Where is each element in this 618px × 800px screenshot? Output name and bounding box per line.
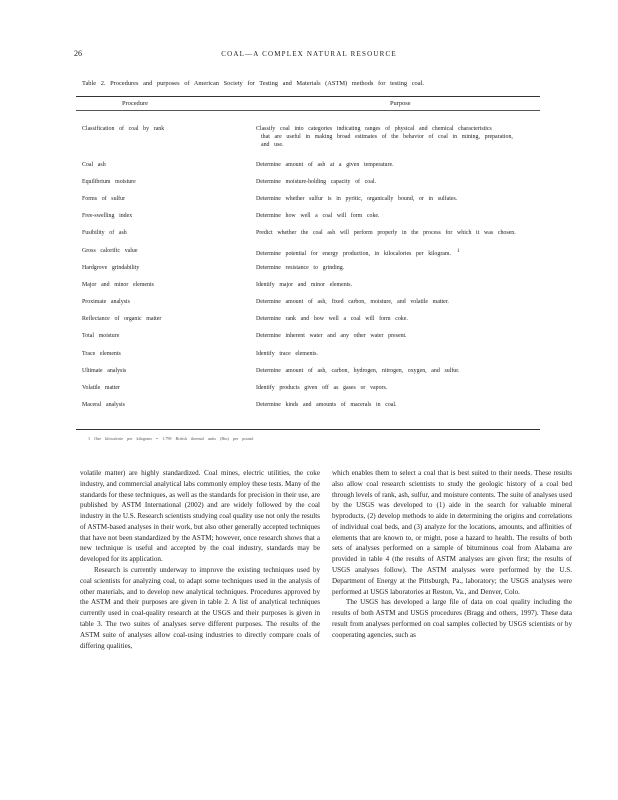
procedure-cell: Maceral analysis <box>82 402 125 408</box>
purpose-line: Identify trace elements. <box>256 351 318 357</box>
purpose-cell <box>256 230 556 238</box>
purpose-cell <box>256 351 556 359</box>
procedure-cell: Forms of sulfur <box>82 196 126 202</box>
purpose-cell <box>256 162 556 170</box>
body-column-left <box>80 468 320 651</box>
table-caption: Table 2. Procedures and purposes of American Society for Testing and Materials (ASTM) methods for testing coal. <box>82 80 424 87</box>
purpose-cell <box>256 282 556 290</box>
purpose-line: Determine potential for energy production, in kilocalories per kilogram. $^1$ <box>256 249 460 257</box>
purpose-cell <box>256 196 556 204</box>
procedure-cell: Volatile matter <box>82 385 120 391</box>
footnote-mark: 1 <box>456 249 460 254</box>
procedure-cell: Gross calorific value <box>82 248 138 254</box>
procedure-cell: Fusibility of ash <box>82 230 127 236</box>
purpose-line: Determine resistance to grinding. <box>256 265 345 271</box>
procedure-cell: Proximate analysis <box>82 299 130 305</box>
purpose-cell <box>256 333 556 341</box>
procedure-cell: Ultimate analysis <box>82 368 127 374</box>
purpose-cell <box>256 213 556 221</box>
purpose-line: Identify products given off as gases or vapors. <box>256 385 388 391</box>
procedure-cell: Classification of coal by rank <box>82 126 165 132</box>
table-top-rule <box>76 96 540 97</box>
body-paragraph: The USGS has developed a large file of data on coal quality including the results of both ASTM and USGS procedures (Bragg and others, 1997). These data result from analyses performed on coal samples collected by USGS scientists or by cooperating agencies, such as <box>332 598 572 639</box>
purpose-cell <box>256 265 556 273</box>
table-bottom-rule <box>76 429 540 430</box>
purpose-line: Predict whether the coal ash will perform properly in the process for which it was chosen. <box>256 230 516 236</box>
purpose-line: Determine moisture-holding capacity of coal. <box>256 179 376 185</box>
purpose-line: Determine how well a coal will form coke. <box>256 213 380 219</box>
procedure-cell: Total moisture <box>82 333 120 339</box>
running-title: COAL—A COMPLEX NATURAL RESOURCE <box>221 50 397 58</box>
purpose-cell <box>256 316 556 324</box>
body-paragraph: which enables them to select a coal that is best suited to their needs. These results also allow coal research scientists to study the geologic history of a coal bed through levels of rank, ash, sulfur, and moisture contents. The suite of analyses used by the USGS was developed to (1) aide in the search for valuable mineral byproducts, (2) develop methods to aide in determining the origins and correlations of individual coal beds, and (3) analyze for the locations, amounts, and affinities of elements that are known to, or might, pose a hazard to health. The results of both sets of analyses performed on a sample of bituminous coal from Alabama are provided in table 4 (the results of ASTM analyses are given first; the results of USGS analyses follow). The ASTM analyses were performed by the U.S. Department of Energy at the Pittsburgh, Pa., laboratory; the USGS analyses were performed at USGS laboratories at Reston, Va., and Denver, Colo. <box>332 469 572 596</box>
procedure-cell: Trace elements <box>82 351 121 357</box>
purpose-line: Determine amount of ash, carbon, hydrogen, nitrogen, oxygen, and sulfur. <box>256 368 460 374</box>
purpose-line: Determine kinds and amounts of macerals in coal. <box>256 402 397 408</box>
purpose-line: Determine amount of ash, fixed carbon, moisture, and volatile matter. <box>256 299 449 305</box>
purpose-cell <box>256 368 556 376</box>
table-header-rule <box>76 110 540 111</box>
purpose-cell <box>256 299 556 307</box>
procedure-cell: Equilibrium moisture <box>82 179 136 185</box>
purpose-cell <box>256 179 556 187</box>
purpose-line: Determine inherent water and any other water present. <box>256 333 407 339</box>
body-column-right <box>332 468 572 641</box>
column-header-procedure: Procedure <box>122 100 148 107</box>
purpose-line: Determine whether sulfur is in pyritic, organically bound, or in sulfates. <box>256 196 458 202</box>
purpose-line: that are useful in making broad estimates of the behavior of coal in mining, preparation, <box>261 133 513 140</box>
procedure-cell: Hardgrove grindability <box>82 265 140 271</box>
purpose-cell <box>256 385 556 393</box>
page-number: 26 <box>74 49 82 58</box>
procedure-cell: Free-swelling index <box>82 213 133 219</box>
procedure-cell: Coal ash <box>82 162 106 168</box>
purpose-line: Classify coal into categories indicating ranges of physical and chemical characteristics <box>256 126 492 132</box>
column-header-purpose: Purpose <box>390 100 411 107</box>
purpose-line: Determine amount of ash at a given temperature. <box>256 162 394 168</box>
purpose-cell <box>256 248 556 259</box>
purpose-cell <box>256 126 556 150</box>
body-paragraph: volatile matter) are highly standardized. Coal mines, electric utilities, the coke industry, and commercial analytical labs commonly employ these tests. Many of the standards for these techniques, as well as the standards for precision in their use, are published by ASTM International (2002) and are widely followed by the coal industry in the U.S. Research scientists studying coal quality use not only the results of ASTM-based analyses in their work, but also other generally accepted techniques that have not been standardized by the ASTM; however, once research shows that a new technique is useful and accepted by the coal industry, standards may be developed for its application. <box>80 469 320 564</box>
purpose-cell <box>256 402 556 410</box>
procedure-cell: Major and minor elements <box>82 282 154 288</box>
purpose-line: and use. <box>261 141 284 148</box>
procedure-cell: Reflectance of organic matter <box>82 316 162 322</box>
purpose-line: Determine rank and how well a coal will form coke. <box>256 316 408 322</box>
purpose-line: Identify major and minor elements. <box>256 282 353 288</box>
table-footnote: 1 One kilocalorie per kilogram = 1.799 British thermal units (Btu) per pound. <box>88 436 254 441</box>
body-paragraph: Research is currently underway to improve the existing techniques used by coal scientists for analyzing coal, to adapt some techniques used in the analysis of other materials, and to develop new analytical techniques. Procedures approved by the ASTM and their purposes are given in table 2. A list of analytical techniques currently used in coal-quality research at the USGS and their purposes is given in table 3. The two suites of analyses serve different purposes. The results of the ASTM suite of analyses allow coal-using industries to directly compare coals of differing qualities, <box>80 566 320 650</box>
